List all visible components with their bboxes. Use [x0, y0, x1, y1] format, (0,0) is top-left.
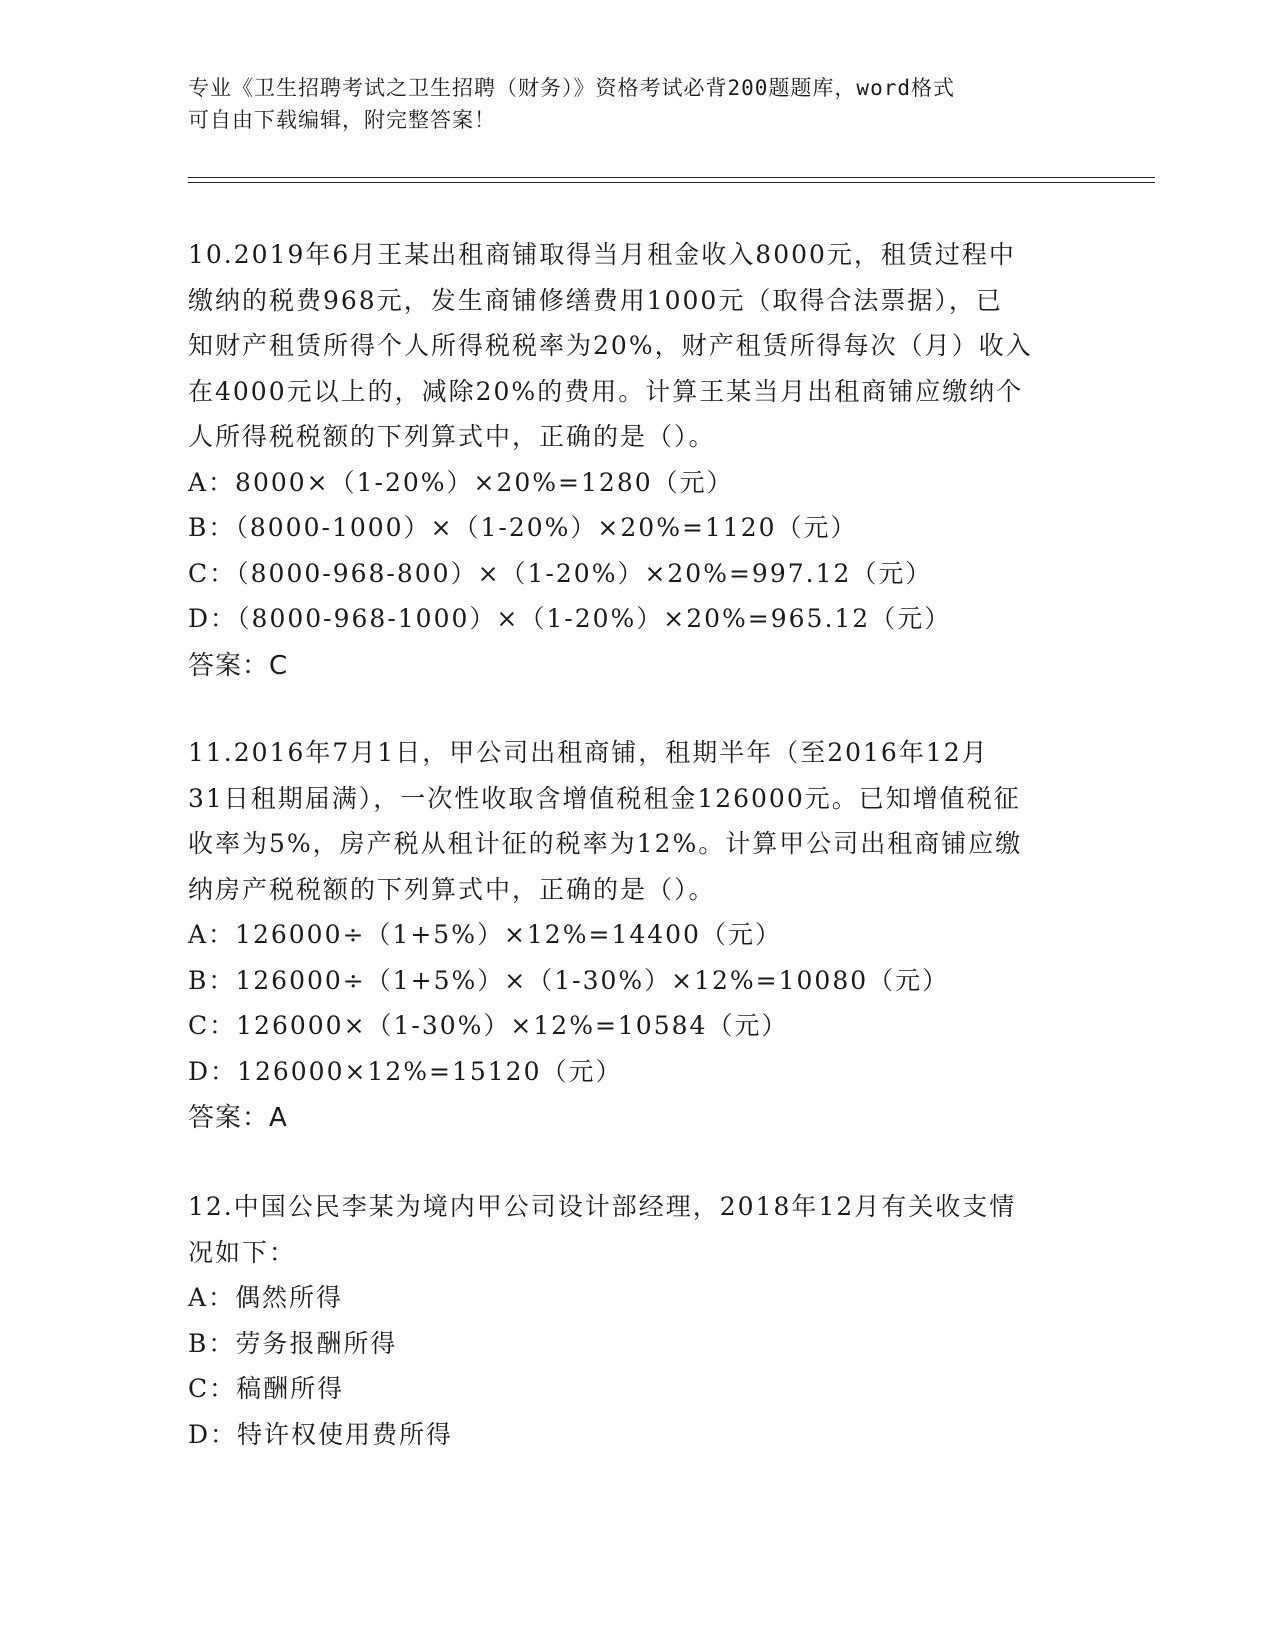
question-stem-line: 在4000元以上的，减除20%的费用。计算王某当月出租商铺应缴纳个: [188, 376, 1024, 406]
document-header: [188, 72, 1068, 136]
header-divider-bottom: [188, 182, 1155, 183]
option-b: B：126000÷（1+5%）×（1-30%）×12%=10080（元）: [188, 965, 950, 995]
option-d: D：126000×12%=15120（元）: [188, 1056, 623, 1086]
option-a: A：偶然所得: [188, 1283, 344, 1312]
option-c: C：126000×（1-30%）×12%=10584（元）: [188, 1011, 789, 1040]
question-11: [188, 730, 1088, 1142]
header-divider-top: [188, 177, 1155, 178]
header-line: 专业《卫生招聘考试之卫生招聘（财务）》资格考试必背200题题库，word格式: [188, 76, 955, 100]
question-10: [188, 232, 1088, 690]
option-c: C：稿酬所得: [188, 1374, 345, 1403]
option-c: C：（8000-968-800）×（1-20%）×20%=997.12（元）: [188, 558, 933, 588]
question-stem-line: 12.中国公民李某为境内甲公司设计部经理，2018年12月有关收支情: [188, 1192, 1017, 1221]
option-d: D：（8000-968-1000）×（1-20%）×20%=965.12（元）: [188, 604, 952, 633]
question-stem-line: 10.2019年6月王某出租商铺取得当月租金收入8000元，租赁过程中: [188, 240, 1016, 269]
option-b: B：（8000-1000）×（1-20%）×20%=1120（元）: [188, 513, 858, 542]
option-d: D：特许权使用费所得: [188, 1419, 454, 1449]
answer-key: 答案：C: [188, 650, 289, 681]
question-stem-line: 缴纳的税费968元，发生商铺修缮费用1000元（取得合法票据），已: [188, 285, 1003, 315]
question-stem-line: 知财产租赁所得个人所得税税率为20%，财产租赁所得每次（月）收入: [188, 331, 1033, 360]
question-stem-line: 11.2016年7月1日，甲公司出租商铺，租期半年（至2016年12月: [188, 738, 989, 767]
question-stem-line: 人所得税税额的下列算式中，正确的是（）。: [188, 422, 716, 451]
question-stem-line: 纳房产税税额的下列算式中，正确的是（）。: [188, 874, 716, 904]
question-12: [188, 1184, 1088, 1457]
option-b: B：劳务报酬所得: [188, 1328, 398, 1358]
question-stem-line: 31日租期届满），一次性收取含增值税租金126000元。已知增值税征: [188, 783, 1021, 813]
question-stem-line: 况如下：: [188, 1237, 297, 1267]
answer-key: 答案：A: [188, 1103, 288, 1133]
question-stem-line: 收率为5%，房产税从租计征的税率为12%。计算甲公司出租商铺应缴: [188, 829, 1023, 858]
header-line: 可自由下载编辑，附完整答案！: [188, 108, 496, 132]
option-a: A：8000×（1-20%）×20%=1280（元）: [188, 467, 734, 497]
option-a: A：126000÷（1+5%）×12%=14400（元）: [188, 920, 782, 949]
